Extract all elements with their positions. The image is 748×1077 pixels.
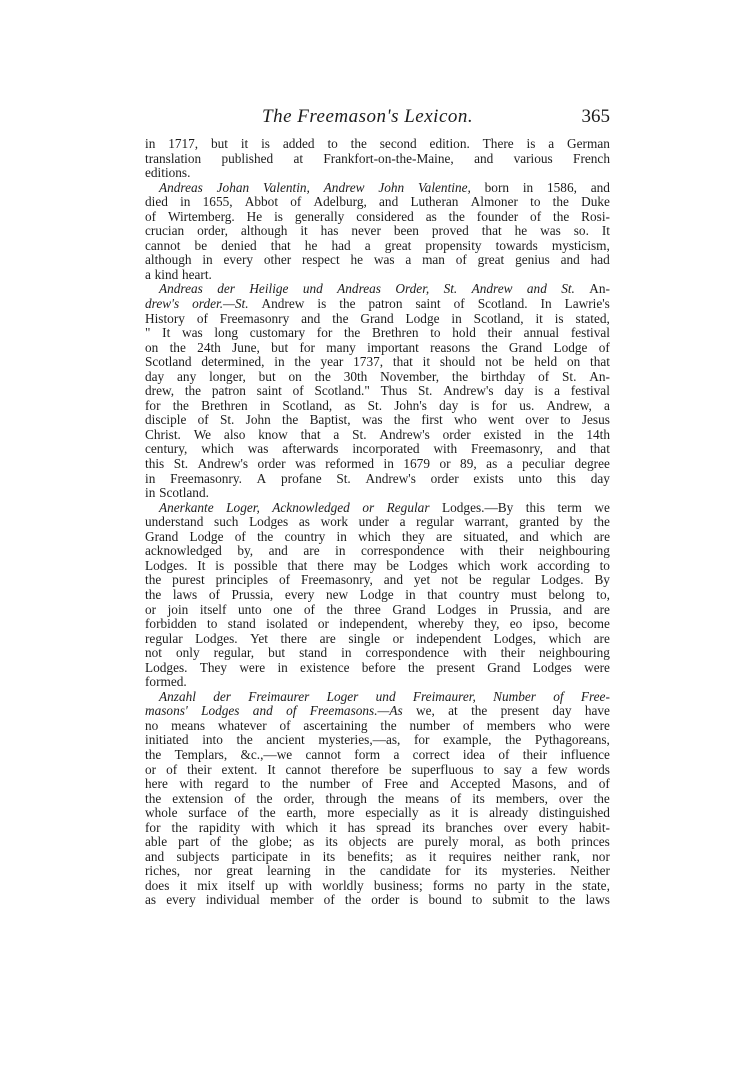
text-line: initiated into the ancient mysteries,—as, for example, the Pythagoreans, <box>145 733 610 748</box>
text-line: regular Lodges. Yet there are single or independent Lodges, which are <box>145 631 610 646</box>
text-line: History of Freemasonry and the Grand Lodge in Scotland, it is stated, <box>145 311 610 326</box>
text-line: century, which was afterwards incorporated with Freemasonry, and that <box>145 442 610 457</box>
text-line: not only regular, but stand in correspondence with their neighbouring <box>145 646 610 661</box>
text-line: editions. <box>145 166 191 181</box>
text-line: no means whatever of ascertaining the number of members who were <box>145 718 610 733</box>
text-line: here with regard to the number of Free and Accepted Masons, and of <box>145 777 610 792</box>
text-line: in Scotland. <box>145 486 209 501</box>
text-line: or join itself unto one of the three Grand Lodges in Prussia, and are <box>145 602 610 617</box>
text-line: disciple of St. John the Baptist, was the first who went over to Jesus <box>145 413 610 428</box>
text-line: " It was long customary for the Brethren to hold their annual festival <box>145 326 610 341</box>
text-line: Anzahl der Freimaurer Loger und Freimaurer, Number of Free- <box>159 689 610 704</box>
text-line: understand such Lodges as work under a regular warrant, granted by the <box>145 515 610 530</box>
text-line: the Templars, &c.,—we cannot form a correct idea of their influence <box>145 747 610 762</box>
text-line: Andreas Johan Valentin, Andrew John Valentine, born in 1586, and <box>159 180 610 195</box>
text-line: the extension of the order, through the means of its members, over the <box>145 791 610 806</box>
text-line: masons' Lodges and of Freemasons.—As we, at the present day have <box>145 704 610 719</box>
text-line: the purest principles of Freemasonry, and yet not be regular Lodges. By <box>145 573 610 588</box>
text-line: whole surface of the earth, more especially as it is already distinguished <box>145 806 610 821</box>
page-number: 365 <box>581 106 610 127</box>
text-line: Lodges. It is possible that there may be Lodges which work according to <box>145 558 610 573</box>
text-line: drew's order.—St. Andrew is the patron saint of Scotland. In Lawrie's <box>145 297 610 312</box>
text-line: translation published at Frankfort-on-the-Maine, and various French <box>145 151 610 166</box>
text-line: in Freemasonry. A profane St. Andrew's order exists unto this day <box>145 471 610 486</box>
page-header <box>145 102 610 128</box>
text-line: of Wirtemberg. He is generally considered as the founder of the Rosi- <box>145 209 610 224</box>
text-line: and subjects participate in its benefits; as it requires neither rank, nor <box>145 849 610 864</box>
text-line: cannot be denied that he had a great propensity towards mysticism, <box>145 238 610 253</box>
running-title: The Freemason's Lexicon. <box>262 106 474 127</box>
text-line: able part of the globe; as its objects are purely moral, as both princes <box>145 835 610 850</box>
text-line: Andreas der Heilige und Andreas Order, St. Andrew and St. An- <box>159 282 610 297</box>
text-line: riches, nor great learning in the candidate for its mysteries. Neither <box>145 864 610 879</box>
text-line: Anerkante Loger, Acknowledged or Regular Lodges.—By this term we <box>159 500 610 515</box>
text-line: acknowledged by, and are in correspondence with their neighbouring <box>145 544 610 559</box>
text-line: Christ. We also know that a St. Andrew's order existed in the 14th <box>145 427 610 442</box>
text-line: as every individual member of the order is bound to submit to the laws <box>145 893 610 908</box>
text-line: forbidden to stand isolated or independent, whereby they, eo ipso, become <box>145 617 610 632</box>
text-line: Lodges. They were in existence before the present Grand Lodges were <box>145 660 610 675</box>
text-line: day any longer, but on the 30th November, the birthday of St. An- <box>145 369 610 384</box>
text-line: died in 1655, Abbot of Adelburg, and Lutheran Almoner to the Duke <box>145 195 610 210</box>
text-line: although in every other respect he was a man of great genius and had <box>145 253 610 268</box>
text-line: drew, the patron saint of Scotland." Thus St. Andrew's day is a festival <box>145 384 610 399</box>
text-line: for the rapidity with which it has spread its branches over every habit- <box>145 820 610 835</box>
text-line: the laws of Prussia, every new Lodge in that country must belong to, <box>145 587 610 602</box>
text-line: or of their extent. It cannot therefore be superfluous to say a few words <box>145 762 610 777</box>
text-line: Scotland determined, in the year 1737, that it should not be held on that <box>145 355 610 370</box>
text-line: this St. Andrew's order was reformed in 1679 or 89, as a peculiar degree <box>145 457 610 472</box>
text-line: for the Brethren in Scotland, as St. John's day is for us. Andrew, a <box>145 398 610 413</box>
text-line: does it mix itself up with worldly business; forms no party in the state, <box>145 878 610 893</box>
text-line: in 1717, but it is added to the second edition. There is a German <box>145 137 610 151</box>
text-line: a kind heart. <box>145 267 212 282</box>
text-line: formed. <box>145 675 187 690</box>
text-line: crucian order, although it has never been proved that he was so. It <box>145 224 610 239</box>
text-line: Grand Lodge of the country in which they are situated, and which are <box>145 529 610 544</box>
text-line: on the 24th June, but for many important reasons the Grand Lodge of <box>145 340 610 355</box>
body-text <box>145 137 610 908</box>
